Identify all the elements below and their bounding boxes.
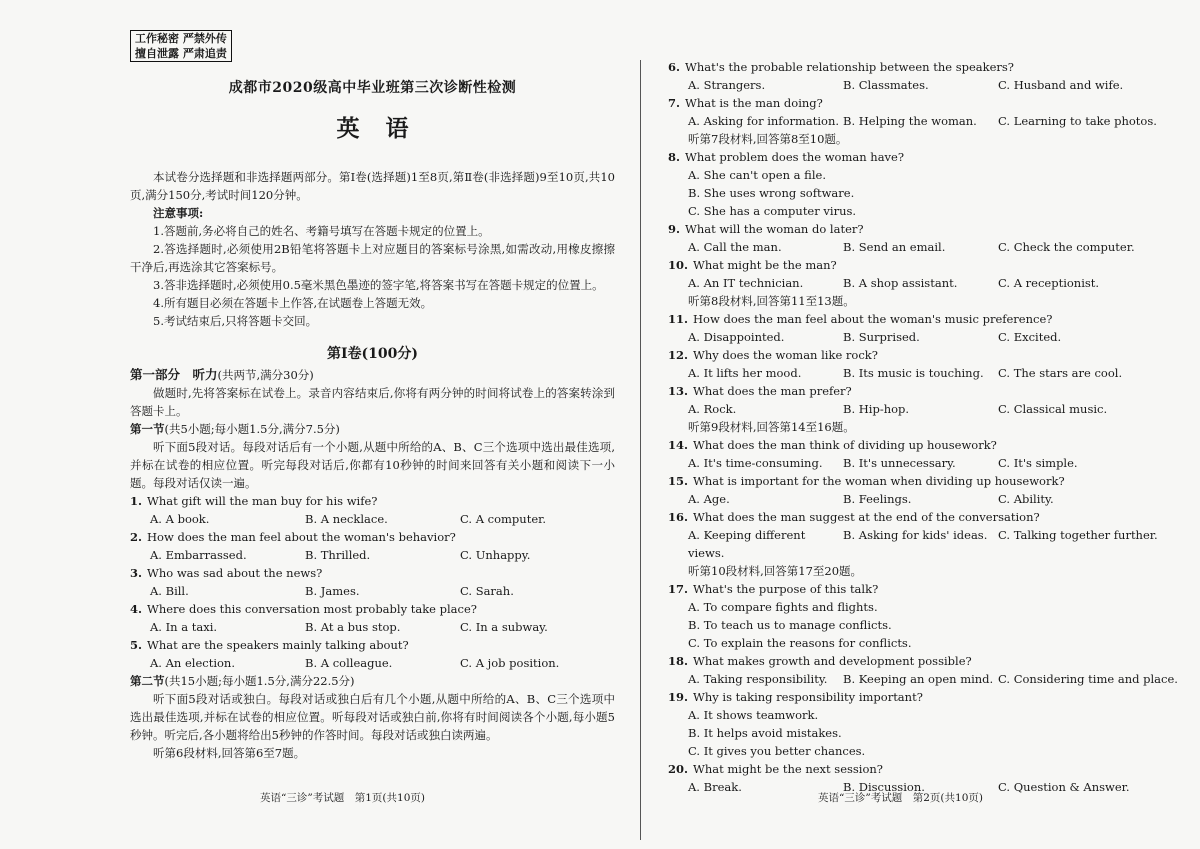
option-c: C. Ability.: [998, 492, 1054, 506]
question-list: [130, 492, 615, 672]
answer-options: [130, 582, 615, 600]
option-b: B. Send an email.: [843, 240, 946, 254]
volume-section: [130, 342, 615, 762]
question-text: How does the man feel about the woman's behavior?: [147, 530, 456, 544]
exam-page-2: [668, 0, 1178, 849]
option-a: A. It's time-consuming.: [688, 456, 823, 470]
option-b: B. Hip-hop.: [843, 402, 910, 416]
option-b: B. Keeping an open mind.: [843, 672, 994, 686]
question-number: 2.: [130, 530, 143, 544]
question-text: Why is taking responsibility important?: [693, 690, 923, 704]
answer-options: [130, 546, 615, 564]
question-stem: [668, 580, 1143, 598]
option-a: A. Bill.: [150, 584, 189, 598]
option-c: C. Sarah.: [460, 584, 514, 598]
option-c: C. Check the computer.: [998, 240, 1135, 254]
answer-options: [668, 76, 1143, 94]
section1-title: 第一节: [130, 422, 165, 436]
option-c: C. Question & Answer.: [998, 780, 1130, 794]
question-text: What problem does the woman have?: [685, 150, 905, 164]
answer-options: [130, 510, 615, 528]
question-text: What are the speakers mainly talking about?: [147, 638, 409, 652]
question-number: 5.: [130, 638, 143, 652]
question-stem: [130, 636, 615, 654]
option-a: A. Break.: [688, 780, 742, 794]
question-stem: [668, 760, 1143, 778]
question-stem: [668, 436, 1143, 454]
question-stem: [130, 528, 615, 546]
option-b: B. Asking for kids' ideas.: [843, 528, 988, 542]
material-note: 听第10段材料,回答第17至20题。: [688, 564, 863, 578]
question-stem: [668, 220, 1143, 238]
option-c: C. A receptionist.: [998, 276, 1100, 290]
question-stem: [668, 346, 1143, 364]
answer-options: [668, 364, 1143, 382]
option-b: B. A necklace.: [305, 512, 388, 526]
option-c: C. It's simple.: [998, 456, 1078, 470]
answer-options: [668, 454, 1143, 472]
question-text: Who was sad about the news?: [147, 566, 323, 580]
answer-option: A. It shows teamwork.: [688, 708, 819, 722]
option-a: A. Age.: [688, 492, 730, 506]
exam-title: 成都市2020级高中毕业班第三次诊断性检测: [228, 80, 517, 96]
part1-intro: 做题时,先将答案标在试卷上。录音内容结束后,你将有两分钟的时间将试卷上的答案转涂到答题卡上。: [130, 386, 615, 418]
section2-heading: [130, 672, 615, 690]
question-text: What will the woman do later?: [685, 222, 864, 236]
question-stem: [668, 94, 1143, 112]
question-text: What does the man think of dividing up housework?: [693, 438, 997, 452]
option-b: B. At a bus stop.: [305, 620, 401, 634]
part1-title: 第一部分 听力: [130, 367, 218, 382]
question-number: 17.: [668, 582, 689, 596]
material-note: 听第8段材料,回答第11至13题。: [688, 294, 855, 308]
option-b: B. A shop assistant.: [843, 276, 958, 290]
option-c: C. In a subway.: [460, 620, 548, 634]
answer-option: A. To compare fights and flights.: [688, 600, 878, 614]
option-c: C. The stars are cool.: [998, 366, 1123, 380]
note-item: 1.答题前,务必将自己的姓名、考籍号填写在答题卡规定的位置上。: [153, 224, 490, 238]
question-stem: [668, 688, 1143, 706]
question-number: 13.: [668, 384, 689, 398]
option-b: B. Feelings.: [843, 492, 912, 506]
option-b: B. A colleague.: [305, 656, 393, 670]
option-b: B. Surprised.: [843, 330, 920, 344]
section1-detail: (共5小题;每小题1.5分,满分7.5分): [164, 422, 340, 436]
question-stem: [130, 600, 615, 618]
question-text: How does the man feel about the woman's music preference?: [693, 312, 1053, 326]
question-number: 11.: [668, 312, 689, 326]
page-divider: [640, 60, 641, 840]
question-stem: [668, 652, 1143, 670]
option-a: A. An IT technician.: [688, 276, 804, 290]
question-number: 4.: [130, 602, 143, 616]
stamp-line-1: 工作秘密 严禁外传: [135, 32, 227, 45]
option-c: C. A job position.: [460, 656, 560, 670]
question-text: What makes growth and development possible?: [693, 654, 972, 668]
question-stem: [668, 508, 1143, 526]
option-b: B. Classmates.: [843, 78, 929, 92]
question-text: Why does the woman like rock?: [693, 348, 878, 362]
answer-option: C. It gives you better chances.: [688, 744, 866, 758]
answer-option: A. She can't open a file.: [688, 168, 826, 182]
question-text: What gift will the man buy for his wife?: [147, 494, 378, 508]
option-c: C. Unhappy.: [460, 548, 531, 562]
answer-options: [668, 526, 1158, 562]
option-a: A. Keeping different views.: [688, 528, 806, 560]
option-b: B. Discussion.: [843, 780, 925, 794]
answer-options: [668, 112, 1157, 130]
question-text: What's the purpose of this talk?: [693, 582, 879, 596]
answer-option: B. To teach us to manage conflicts.: [688, 618, 892, 632]
question-number: 6.: [668, 60, 681, 74]
question-number: 3.: [130, 566, 143, 580]
answer-option: C. To explain the reasons for conflicts.: [688, 636, 912, 650]
question-number: 16.: [668, 510, 689, 524]
note-item: 5.考试结束后,只将答题卡交回。: [153, 314, 318, 328]
answer-options: [668, 490, 1143, 508]
question-stem: [668, 256, 1143, 274]
question-text: What is important for the woman when dividing up housework?: [693, 474, 1065, 488]
question-stem: [668, 58, 1143, 76]
part1-detail: (共两节,满分30分): [217, 368, 314, 382]
instructions-block: [130, 168, 615, 330]
part1-heading: [130, 366, 615, 384]
question-stem: [130, 492, 615, 510]
option-c: C. Excited.: [998, 330, 1062, 344]
question-number: 7.: [668, 96, 681, 110]
confidential-stamp: [130, 30, 232, 62]
option-a: A. A book.: [150, 512, 210, 526]
option-c: C. A computer.: [460, 512, 547, 526]
answer-option: B. She uses wrong software.: [688, 186, 855, 200]
material-note: 听第6段材料,回答第6至7题。: [153, 746, 306, 760]
section1-heading: [130, 420, 615, 438]
question-number: 18.: [668, 654, 689, 668]
option-c: C. Husband and wife.: [998, 78, 1124, 92]
stamp-line-2: 擅自泄露 严肃追责: [135, 47, 227, 60]
question-number: 14.: [668, 438, 689, 452]
exam-page-1: [130, 0, 615, 849]
option-b: B. Its music is touching.: [843, 366, 984, 380]
option-c: C. Learning to take photos.: [998, 114, 1157, 128]
answer-options: [668, 400, 1143, 418]
answer-option: C. She has a computer virus.: [688, 204, 857, 218]
question-text: What's the probable relationship between the speakers?: [685, 60, 1014, 74]
option-a: A. Rock.: [688, 402, 737, 416]
question-stem: [668, 148, 1143, 166]
question-stem: [668, 472, 1143, 490]
answer-options: [130, 618, 615, 636]
page-footer: 英语“三诊”考试题 第2页(共10页): [818, 792, 983, 804]
note-item: 3.答非选择题时,必须使用0.5毫米黑色墨迹的签字笔,将答案书写在答题卡规定的位置上。: [153, 278, 604, 292]
question-number: 12.: [668, 348, 689, 362]
question-stem: [668, 382, 1143, 400]
question-number: 15.: [668, 474, 689, 488]
answer-option: B. It helps avoid mistakes.: [688, 726, 842, 740]
note-item: 4.所有题目必须在答题卡上作答,在试题卷上答题无效。: [153, 296, 433, 310]
subject-title: 英语: [336, 115, 435, 142]
question-stem: [130, 564, 615, 582]
page-footer: 英语“三诊”考试题 第1页(共10页): [260, 792, 425, 804]
material-note: 听第7段材料,回答第8至10题。: [688, 132, 848, 146]
answer-options: [668, 274, 1143, 292]
option-a: A. An election.: [150, 656, 235, 670]
option-c: C. Classical music.: [998, 402, 1108, 416]
option-a: A. Call the man.: [688, 240, 782, 254]
volume-title: 第Ⅰ卷(100分): [326, 346, 419, 362]
section2-intro: 听下面5段对话或独白。每段对话或独白后有几个小题,从题中所给的A、B、C三个选项中选出最佳选项,并标在试卷的相应位置。听每段对话或独白前,你将有时间阅读各个小题,每小题5秒钟。听完后,各小题将给出5秒钟的作答时间。每段对话或独白读两遍。: [130, 692, 615, 742]
option-a: A. Embarrassed.: [150, 548, 247, 562]
question-text: What does the man suggest at the end of the conversation?: [693, 510, 1040, 524]
option-c: C. Considering time and place.: [998, 672, 1178, 686]
notes-title: 注意事项:: [153, 206, 204, 220]
option-b: B. It's unnecessary.: [843, 456, 956, 470]
question-stem: [668, 310, 1143, 328]
question-text: Where does this conversation most probably take place?: [147, 602, 477, 616]
section2-detail: (共15小题;每小题1.5分,满分22.5分): [164, 674, 355, 688]
answer-options: [130, 654, 615, 672]
question-text: What does the man prefer?: [693, 384, 852, 398]
section2-title: 第二节: [130, 674, 165, 688]
material-note: 听第9段材料,回答第14至16题。: [688, 420, 855, 434]
question-text: What might be the man?: [693, 258, 837, 272]
option-b: B. Helping the woman.: [843, 114, 977, 128]
section1-intro: 听下面5段对话。每段对话后有一个小题,从题中所给的A、B、C三个选项中选出最佳选项,并标在试卷的相应位置。听完每段对话后,你都有10秒钟的时间来回答有关小题和阅读下一小题。每段对话仅读一遍。: [130, 440, 615, 490]
option-c: C. Talking together further.: [998, 528, 1158, 542]
option-a: A. Strangers.: [688, 78, 766, 92]
question-list: [668, 58, 1178, 796]
option-a: A. It lifts her mood.: [688, 366, 802, 380]
question-number: 10.: [668, 258, 689, 272]
exam-intro: 本试卷分选择题和非选择题两部分。第Ⅰ卷(选择题)1至8页,第Ⅱ卷(非选择题)9至10页,共10页,满分150分,考试时间120分钟。: [130, 170, 615, 202]
question-number: 1.: [130, 494, 143, 508]
answer-options: [668, 328, 1143, 346]
answer-options: [668, 238, 1143, 256]
option-a: A. Taking responsibility.: [688, 672, 828, 686]
note-item: 2.答选择题时,必须使用2B铅笔将答题卡上对应题目的答案标号涂黑,如需改动,用橡皮擦擦干净后,再选涂其它答案标号。: [130, 242, 615, 274]
question-number: 20.: [668, 762, 689, 776]
option-b: B. James.: [305, 584, 360, 598]
option-a: A. In a taxi.: [150, 620, 218, 634]
option-a: A. Disappointed.: [688, 330, 785, 344]
question-number: 19.: [668, 690, 689, 704]
option-a: A. Asking for information.: [688, 114, 840, 128]
question-text: What is the man doing?: [685, 96, 823, 110]
question-text: What might be the next session?: [693, 762, 883, 776]
question-number: 9.: [668, 222, 681, 236]
option-b: B. Thrilled.: [305, 548, 371, 562]
answer-options: [668, 670, 1178, 688]
question-number: 8.: [668, 150, 681, 164]
